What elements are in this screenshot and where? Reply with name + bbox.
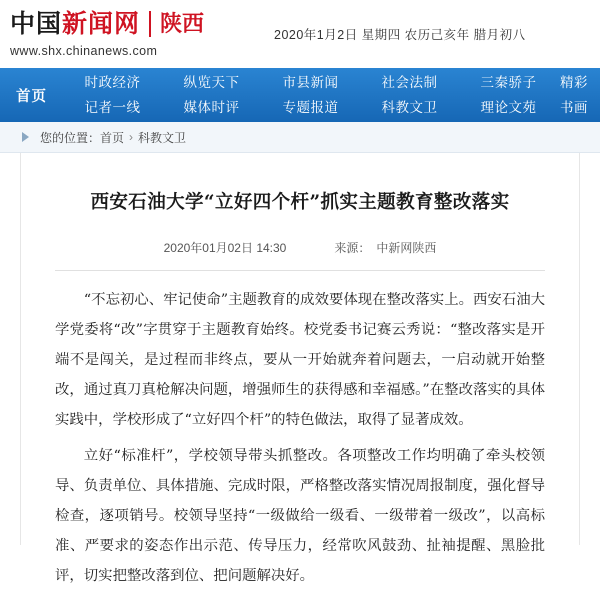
article-container	[20, 153, 580, 584]
logo-row	[10, 11, 260, 37]
nav-item-shehuifazhi[interactable]: 社会法制	[381, 75, 438, 90]
page-title: 西安石油大学“立好四个杆”抓实主题教育整改落实	[90, 192, 510, 213]
article-paragraph-1: “不忘初心、牢记使命”主题教育的成效要体现在整改落实上。西安石油大学党委将“改”字贯穿于主题教育始终。校党委书记赛云秀说：“整改落实是开端不是闯关，是过程而非终点，要从一开始就奔着问题去，一启动就开始整改，通过真刀真枪解决问题，增强师生的获得感和幸福感。”在整改落实的具体实践中，学校形成了“立好四个杆”的特色做法，取得了显著成效。	[55, 291, 545, 428]
logo-province: 陕西	[160, 10, 205, 37]
nav-item-shuhua[interactable]: 书画	[560, 100, 588, 115]
site-header	[0, 0, 600, 68]
nav-item-jizheyixian[interactable]: 记者一线	[84, 100, 141, 115]
article-source-value: 中新网陕西	[376, 240, 437, 255]
nav-column-3	[261, 68, 360, 122]
breadcrumb	[0, 122, 600, 153]
logo-text-news: 新闻网	[62, 9, 141, 38]
article-paragraph-2: 立好“标准杆”，学校领导带头抓整改。各项整改工作均明确了牵头校领导、负责单位、具体措施、完成时限，严格整改落实情况周报制度，强化督导检查，逐项销号。校领导坚持“一级做给一级看、一级带着一级改”，以高标准、严要求的姿态作出示范、传导压力，经常吹风鼓劲、扯袖提醒、黑脸批评，切实把整改落到位、把问题解决好。	[55, 447, 545, 584]
nav-column-4	[360, 68, 459, 122]
nav-item-kejiaowenwei[interactable]: 科教文卫	[381, 100, 438, 115]
article-meta	[55, 239, 545, 256]
nav-item-lilunwenyuan[interactable]: 理论文苑	[480, 100, 537, 115]
breadcrumb-label: 您的位置：	[40, 130, 101, 145]
nav-item-meitishiping[interactable]: 媒体时评	[183, 100, 240, 115]
meta-divider	[55, 270, 545, 271]
nav-item-jingcai[interactable]: 精彩	[560, 75, 588, 90]
article-body	[55, 285, 545, 591]
breadcrumb-separator: ›	[129, 130, 134, 144]
breadcrumb-item-current[interactable]: 科教文卫	[138, 130, 187, 145]
nav-columns	[63, 68, 600, 122]
nav-item-shixianxinwen[interactable]: 市县新闻	[282, 75, 339, 90]
site-url: www.shx.chinanews.com	[10, 43, 158, 58]
arrow-right-icon	[22, 131, 34, 143]
article-date: 2020年01月02日 14:30	[163, 240, 287, 255]
nav-item-sanqinjiaozi[interactable]: 三秦骄子	[480, 75, 537, 90]
logo-text-china: 中国	[10, 9, 63, 38]
nav-item-zonglantianxia[interactable]: 纵览天下	[183, 75, 240, 90]
nav-column-1	[63, 68, 162, 122]
main-navigation	[0, 68, 600, 122]
nav-column-5	[459, 68, 558, 122]
article-source-label: 来源：	[334, 240, 371, 255]
site-logo[interactable]	[0, 11, 260, 58]
nav-column-2	[162, 68, 261, 122]
nav-item-shizhengjingji[interactable]: 时政经济	[84, 75, 141, 90]
header-date: 2020年1月2日 星期四 农历己亥年 腊月初八	[274, 28, 526, 42]
breadcrumb-item-home[interactable]: 首页	[100, 130, 125, 145]
nav-item-home[interactable]: 首页	[16, 88, 47, 105]
logo-divider	[149, 11, 151, 37]
nav-column-6	[558, 68, 600, 122]
nav-item-zhuantibaodao[interactable]: 专题报道	[282, 100, 339, 115]
